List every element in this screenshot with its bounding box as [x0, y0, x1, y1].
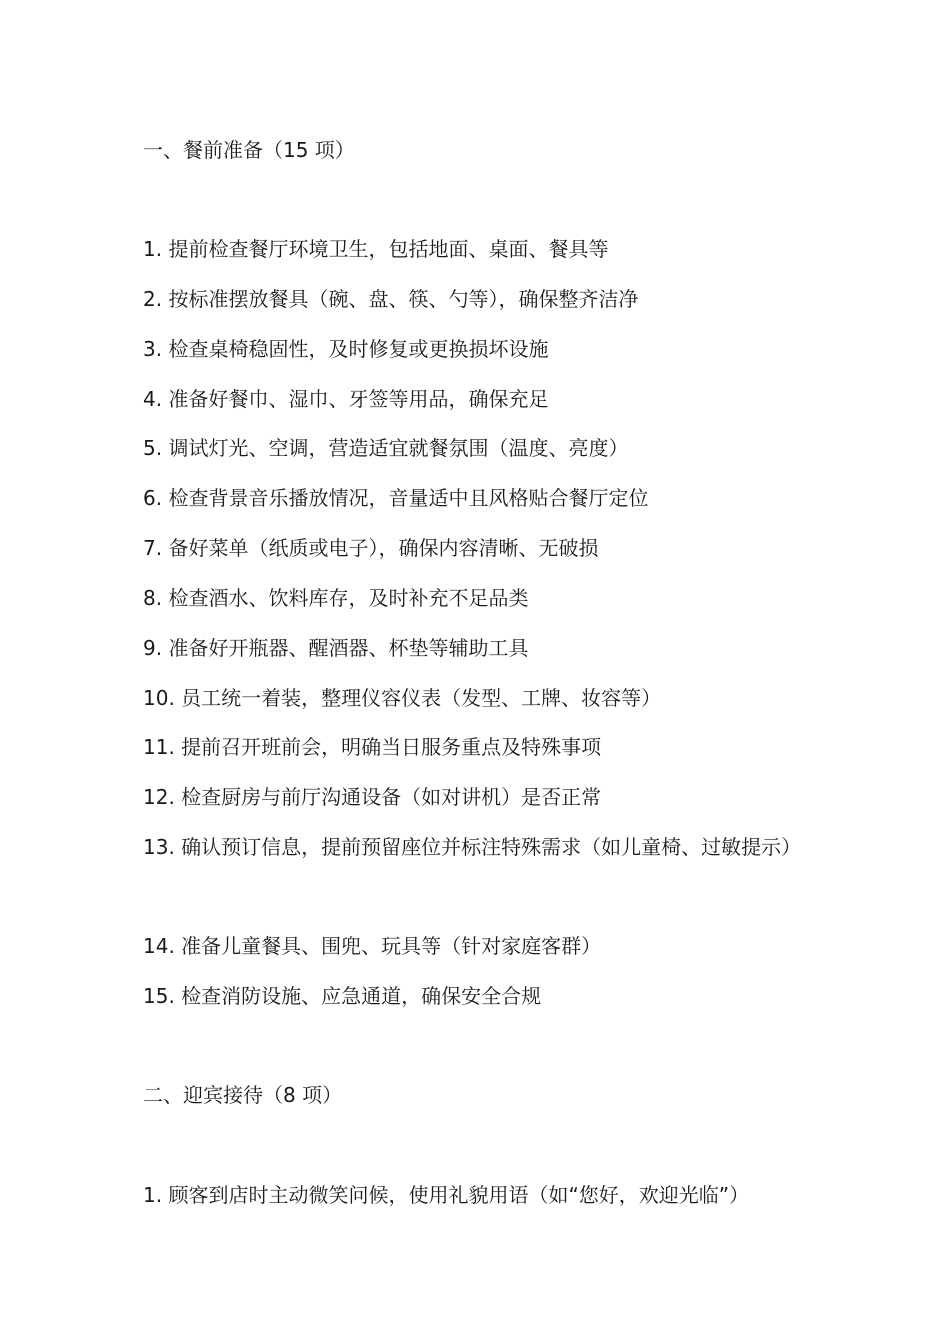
- list-item: 1. 提前检查餐厅环境卫生，包括地面、桌面、餐具等: [143, 237, 609, 261]
- list-item: 10. 员工统一着装，整理仪容仪表（发型、工牌、妆容等）: [143, 686, 662, 710]
- list-item: 11. 提前召开班前会，明确当日服务重点及特殊事项: [143, 735, 602, 759]
- list-item: 6. 检查背景音乐播放情况，音量适中且风格贴合餐厅定位: [143, 486, 649, 510]
- list-item: 1. 顾客到店时主动微笑问候，使用礼貌用语（如“您好，欢迎光临”）: [143, 1183, 750, 1207]
- list-item: 5. 调试灯光、空调，营造适宜就餐氛围（温度、亮度）: [143, 436, 629, 460]
- list-item: 14. 准备儿童餐具、围兜、玩具等（针对家庭客群）: [143, 934, 602, 958]
- list-item: 13. 确认预订信息，提前预留座位并标注特殊需求（如儿童椅、过敏提示）: [143, 835, 802, 859]
- list-item: 8. 检查酒水、饮料库存，及时补充不足品类: [143, 586, 529, 610]
- list-item: 4. 准备好餐巾、湿巾、牙签等用品，确保充足: [143, 387, 549, 411]
- list-item: 12. 检查厨房与前厅沟通设备（如对讲机）是否正常: [143, 785, 602, 809]
- list-item: 15. 检查消防设施、应急通道，确保安全合规: [143, 984, 542, 1008]
- section-heading-pre-meal: 一、餐前准备（15 项）: [143, 138, 355, 162]
- list-item: 3. 检查桌椅稳固性，及时修复或更换损坏设施: [143, 337, 549, 361]
- section-heading-greeting: 二、迎宾接待（8 项）: [143, 1083, 343, 1107]
- list-item: 9. 准备好开瓶器、醒酒器、杯垫等辅助工具: [143, 636, 529, 660]
- list-item: 7. 备好菜单（纸质或电子），确保内容清晰、无破损: [143, 536, 599, 560]
- list-item: 2. 按标准摆放餐具（碗、盘、筷、勺等），确保整齐洁净: [143, 287, 639, 311]
